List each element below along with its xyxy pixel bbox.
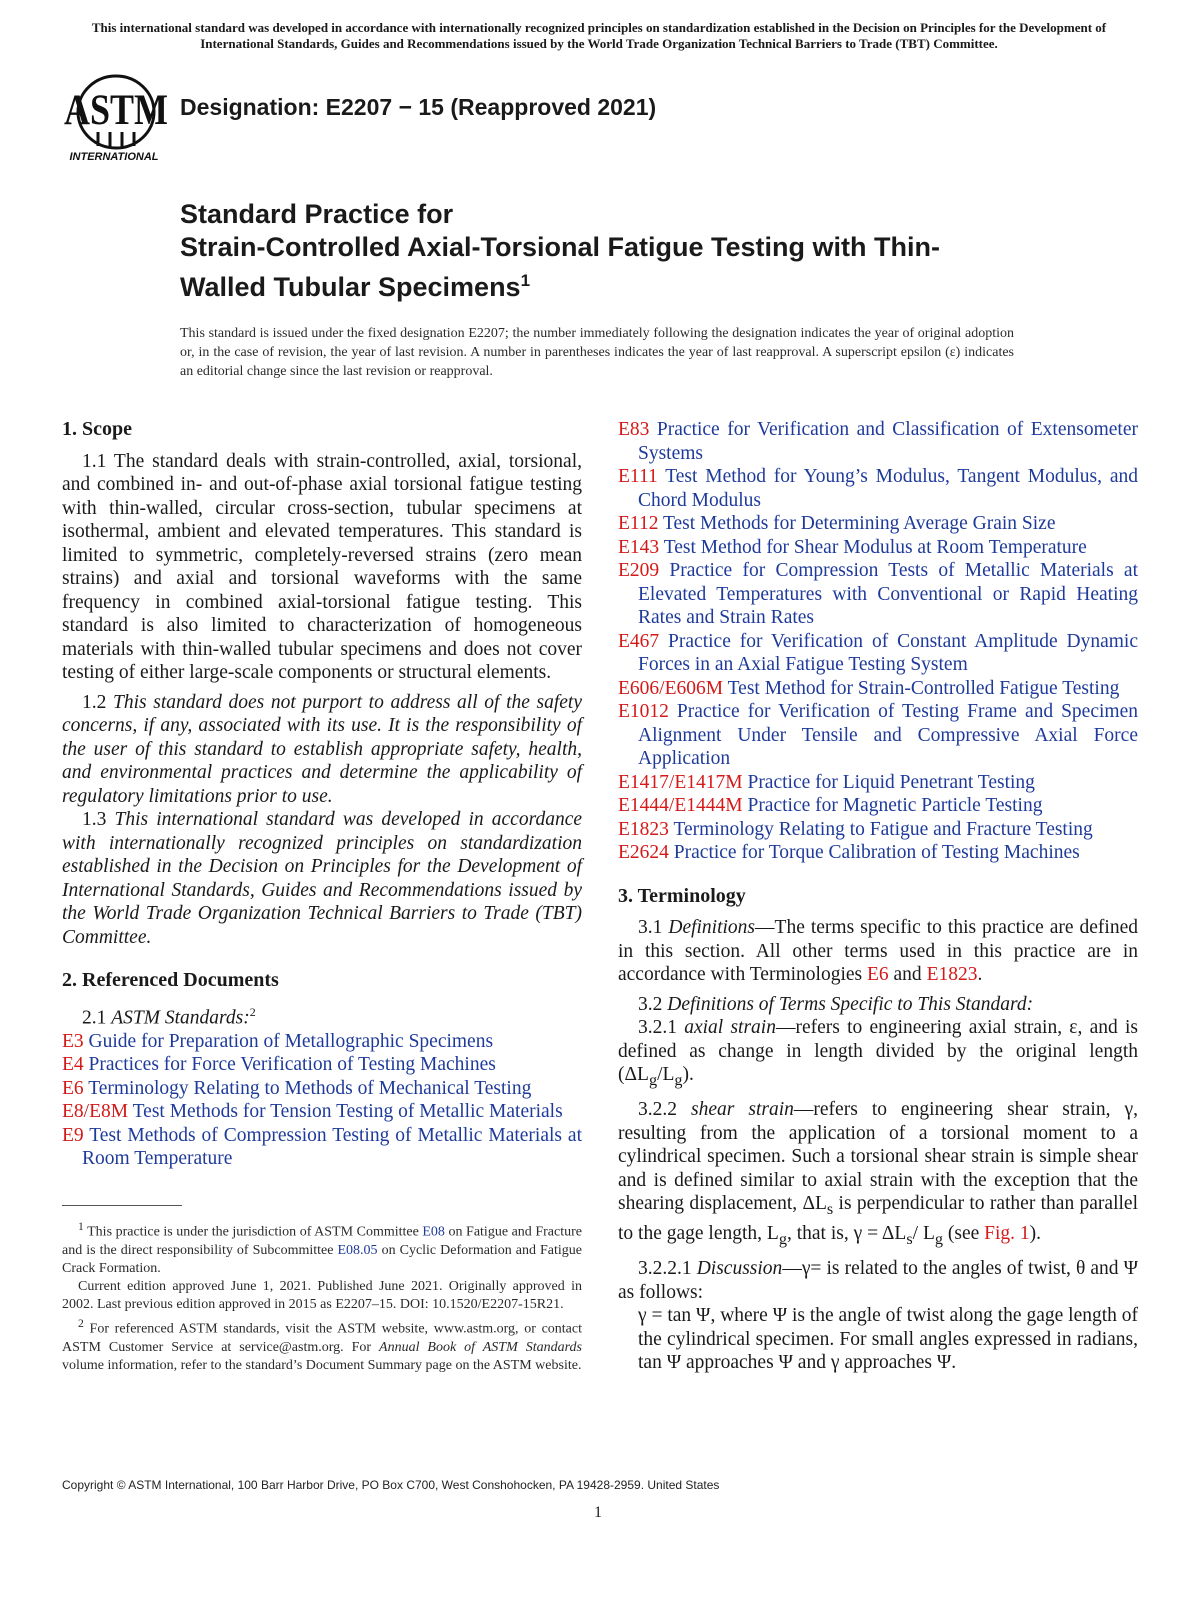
reference-item	[62, 1053, 582, 1077]
term-3-2-2: 3.2.2 shear strain—refers to engineering shear strain, γ, resulting from the application of a torsional moment to a cylindrical specimen. Such a torsional shear strain is simple shear and is defined similar to axial strain with the exception that the shearing displacement, $\Delta L_s$ is perpendicular to rather than parallel to the gage length, $L_g$, that is, $\gamma = \Delta L_s/$ $L_g$ (see Fig. 1).	[618, 1099, 1138, 1248]
reference-title[interactable]: Test Method for Young’s Modulus, Tangent Modulus, and Chord Modulus	[638, 466, 1138, 511]
scope-1-2: 1.2 This standard does not purport to address all of the safety concerns, if any, associated with its use. It is the responsibility of the user of this standard to establish appropriate safety, health, and environmental practices and determine the applicability of regulatory limitations prior to use.	[62, 691, 583, 807]
reference-title[interactable]: Terminology Relating to Fatigue and Fracture Testing	[668, 818, 1093, 840]
title-footnote-marker: 1	[520, 271, 531, 290]
page-number: 1	[594, 1504, 602, 1521]
footnote-1: $^1$ This practice is under the jurisdiction of ASTM Committee E08 on Fatigue and Fracture and is the direct responsibility of Subcommittee E08.05 on Cyclic Deformation and Fatigue Crack Formation.	[62, 1220, 582, 1277]
reference-title[interactable]: Test Methods for Tension Testing of Metallic Materials	[128, 1101, 563, 1122]
footnotes	[62, 1218, 582, 1375]
reference-title[interactable]: Practice for Verification of Constant Amplitude Dynamic Forces in an Axial Fatigue Testing System	[638, 630, 1138, 675]
reference-title[interactable]: Terminology Relating to Methods of Mechanical Testing	[83, 1077, 532, 1099]
reference-title[interactable]: Practice for Magnetic Particle Testing	[742, 795, 1043, 816]
referenced-heading: 2. Referenced Documents	[62, 969, 279, 991]
footnote-rule	[62, 1205, 182, 1206]
reference-item	[62, 1030, 582, 1054]
reference-title[interactable]: Practice for Verification and Classification of Extensometer Systems	[638, 419, 1138, 464]
reference-code-link[interactable]: E143	[618, 536, 660, 558]
footnote-2: $^2$ For referenced ASTM standards, visit the ASTM website, www.astm.org, or contact ASTM Customer Service at service@astm.org. For Annual Book of ASTM Standards volume information, refer to the standard’s Document Summary page on the ASTM website.	[62, 1316, 582, 1373]
e1823-link[interactable]: E1823	[926, 964, 978, 985]
reference-title[interactable]: Practices for Force Verification of Testing Machines	[83, 1054, 496, 1075]
reference-code-link[interactable]: E112	[618, 513, 659, 534]
document-title	[180, 198, 1060, 304]
term-3-2: 3.2 Definitions of Terms Specific to This Standard:	[638, 993, 1034, 1015]
reference-title[interactable]: Guide for Preparation of Metallographic Specimens	[83, 1030, 494, 1052]
scope-heading: 1. Scope	[62, 418, 132, 440]
reference-item	[618, 818, 1138, 842]
reference-code-link[interactable]: E1823	[618, 818, 669, 840]
subcommittee-e08-05-link[interactable]: E08.05	[337, 1242, 378, 1258]
reference-item	[618, 630, 1138, 677]
reference-code-link[interactable]: E209	[618, 560, 660, 581]
reference-title[interactable]: Practice for Liquid Penetrant Testing	[742, 771, 1035, 793]
scope-1-1: 1.1 The standard deals with strain-controlled, axial, torsional, and combined in- and out-of-phase axial torsional fatigue testing with thin-walled, circular cross-section, tubular specimens at isothermal, ambient and elevated temperatures. This standard is limited to symmetric, completely-reversed strains (zero mean strains) and axial and torsional waveforms with the same frequency in combined axial-torsional fatigue testing. This standard is also limited to characterization of homogeneous materials with thin-walled tubular specimens and does not cover testing of either large-scale components or structural elements.	[62, 450, 582, 683]
reference-title[interactable]: Practice for Compression Tests of Metallic Materials at Elevated Temperatures with Conventional or Rapid Heating Rates and Strain Rates	[638, 560, 1138, 628]
reference-item	[618, 512, 1138, 536]
committee-e08-link[interactable]: E08	[422, 1224, 445, 1240]
reference-item	[62, 1100, 582, 1124]
reference-item	[618, 536, 1138, 560]
e6-link[interactable]: E6	[866, 964, 889, 985]
reference-item	[618, 465, 1138, 512]
reference-title[interactable]: Test Method for Strain-Controlled Fatigue Testing	[723, 677, 1120, 699]
term-3-1: 3.1 Definitions—The terms specific to this practice are defined in this section. All other terms used in this practice are in accordance with Terminologies E6 and E1823.	[618, 917, 1138, 985]
reference-item	[618, 794, 1138, 818]
reference-code-link[interactable]: E8/E8M	[62, 1101, 129, 1122]
reference-title[interactable]: Test Methods for Determining Average Grain Size	[658, 513, 1056, 534]
term-3-2-2-1: 3.2.2.1 Discussion—γ= is related to the angles of twist, θ and Ψ as follows:	[618, 1258, 1139, 1303]
reference-title[interactable]: Practice for Verification of Testing Frame and Specimen Alignment Under Tensile and Compressive Axial Force Application	[638, 701, 1138, 769]
reference-code-link[interactable]: E83	[618, 419, 650, 440]
copyright-line: Copyright © ASTM International, 100 Barr Harbor Drive, PO Box C700, West Conshohocken, PA 19428-2959. United States	[62, 1478, 720, 1492]
left-column	[62, 418, 582, 1171]
scope-1-3: 1.3 This international standard was developed in accordance with internationally recognized principles on standardization established in the Decision on Principles for the Development of International Standards, Guides and Recommendations issued by the World Trade Organization Technical Barriers to Trade (TBT) Committee.	[62, 809, 583, 948]
reference-title[interactable]: Practice for Torque Calibration of Testing Machines	[668, 842, 1080, 863]
reference-code-link[interactable]: E2624	[618, 842, 669, 863]
title-line-2: Strain-Controlled Axial-Torsional Fatigue Testing with Thin-	[180, 232, 940, 262]
logo-word: ASTM	[64, 85, 168, 134]
reference-code-link[interactable]: E1444/E1444M	[618, 795, 743, 816]
footnote-1-edition: Current edition approved June 1, 2021. Published June 2021. Originally approved in 2002. Last previous edition approved in 2015 as E2207–15. DOI: 10.1520/E2207-15R21.	[62, 1279, 582, 1313]
reference-code-link[interactable]: E467	[618, 630, 660, 652]
reference-code-link[interactable]: E606/E606M	[618, 677, 724, 699]
issuance-notice: This standard is issued under the fixed designation E2207; the number immediately following the designation indicates the year of original adoption or, in the case of revision, the year of last revision. A number in parentheses indicates the year of last reapproval. A superscript epsilon (ε) indicates an editorial change since the last revision or reapproval.	[180, 326, 1014, 379]
reference-code-link[interactable]: E3	[62, 1030, 84, 1052]
reference-item	[618, 559, 1138, 630]
reference-item	[618, 418, 1138, 465]
top-note: This international standard was developed in accordance with internationally recognized principles on standardization established in the Decision on Principles for the Development of International Standards, Guides and Recommendations issued by the World Trade Organization Technical Barriers to Trade (TBT) Committee.	[91, 20, 1107, 51]
reference-code-link[interactable]: E6	[62, 1077, 84, 1099]
reference-item	[618, 771, 1138, 795]
reference-item	[618, 700, 1138, 771]
reference-code-link[interactable]: E9	[62, 1124, 84, 1146]
title-line-3: Walled Tubular Specimens	[180, 272, 521, 302]
reference-item	[618, 841, 1138, 865]
logo-sub: INTERNATIONAL	[69, 151, 159, 163]
designation: Designation: E2207 − 15 (Reapproved 2021)	[180, 94, 657, 120]
term-3-2-1: 3.2.1 axial strain—refers to engineering axial strain, ε, and is defined as change in length divided by the original length $(\Delta L_g/L_g)$.	[618, 1017, 1138, 1089]
reference-title[interactable]: Test Methods of Compression Testing of Metallic Materials at Room Temperature	[82, 1124, 582, 1169]
astm-standards-intro: 2.1 ASTM Standards:$^2$	[82, 1004, 256, 1028]
reference-title[interactable]: Test Method for Shear Modulus at Room Temperature	[659, 536, 1087, 558]
reference-code-link[interactable]: E4	[62, 1054, 84, 1075]
terminology-heading: 3. Terminology	[618, 884, 746, 907]
reference-item	[618, 677, 1138, 701]
reference-code-link[interactable]: E1417/E1417M	[618, 771, 743, 793]
title-line-1: Standard Practice for	[180, 199, 454, 229]
right-column	[618, 418, 1138, 1375]
reference-item	[62, 1077, 582, 1101]
reference-code-link[interactable]: E111	[618, 466, 658, 487]
astm-logo	[62, 70, 170, 166]
reference-code-link[interactable]: E1012	[618, 701, 669, 722]
reference-item	[62, 1124, 582, 1171]
term-3-2-2-1-equation: γ = tan Ψ, where Ψ is the angle of twist along the gage length of the cylindrical specimen. For small angles expressed in radians, tan Ψ approaches Ψ and γ approaches Ψ.	[638, 1305, 1139, 1374]
fig-1-link[interactable]: Fig. 1	[984, 1222, 1030, 1244]
